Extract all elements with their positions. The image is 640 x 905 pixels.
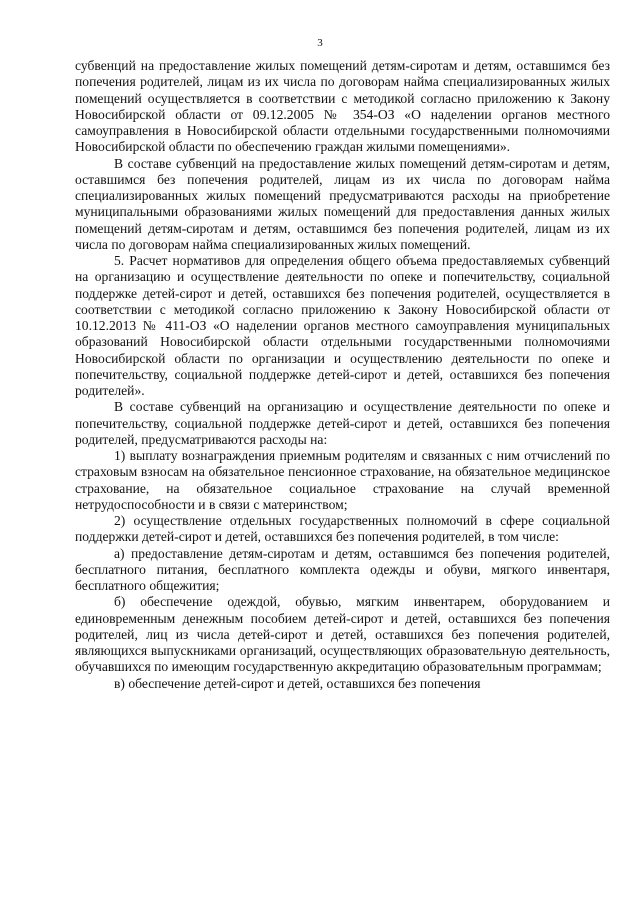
- paragraph-8: б) обеспечение одеждой, обувью, мягким инвентарем, оборудованием и единовременным денежным пособием детей-сирот и детей, оставшихся без попечения родителей, лиц из числа детей-сирот и детей, оставшихся без попечения родителей, являющихся выпускниками организаций, осуществляющих образовательную деятельность, обучавшихся по имеющим государственную аккредитацию образовательным программам;: [75, 594, 610, 675]
- paragraph-2: В составе субвенций на предоставление жилых помещений детям-сиротам и детям, оставшимся без попечения родителей, лицам из их числа по договорам найма специализированных жилых помещений предусматриваются расходы на приобретение муниципальными образованиями жилых помещений для предоставления данных жилых помещений детям-сиротам и детям, оставшимся без попечения родителей, лицам из их числа по договорам найма специализированных жилых помещений.: [75, 155, 610, 252]
- paragraph-5: 1) выплату вознаграждения приемным родителям и связанных с ним отчислений по страховым взносам на обязательное пенсионное страхование, на обязательное медицинское страхование, на обязательное социальное страхование на случай временной нетрудоспособности и в связи с материнством;: [75, 448, 610, 512]
- paragraph-3: 5. Расчет нормативов для определения общего объема предоставляемых субвенций на организацию и осуществление деятельности по опеке и попечительству, социальной поддержке детей-сирот и детей, оставшихся без попечения родителей, осуществляется в соответствии с методикой согласно приложению к Закону Новосибирской области от 10.12.2013 № 411-ОЗ «О наделении органов местного самоуправления муниципальных образований Новосибирской области отдельными государственными полномочиями Новосибирской области по организации и осуществлению деятельности по опеке и попечительству, социальной поддержке детей-сирот и детей, оставшихся без попечения родителей».: [75, 253, 610, 398]
- paragraph-4: В составе субвенций на организацию и осуществление деятельности по опеке и попечительству, социальной поддержке детей-сирот и детей, оставшихся без попечения родителей, предусматриваются расходы на:: [75, 399, 610, 447]
- paragraph-7: а) предоставление детям-сиротам и детям, оставшимся без попечения родителей, бесплатного питания, бесплатного комплекта одежды и обуви, мягкого инвентаря, бесплатного общежития;: [75, 545, 610, 593]
- paragraph-9: в) обеспечение детей-сирот и детей, оставшихся без попечения: [114, 675, 481, 691]
- document-body: [75, 58, 610, 692]
- paragraph-1: субвенций на предоставление жилых помещений детям-сиротам и детям, оставшимся без попечения родителей, лицам из их числа по договорам найма специализированных жилых помещений осуществляется в соответствии с методикой согласно приложению к Закону Новосибирской области от 09.12.2005 № 354-ОЗ «О наделении органов местного самоуправления в Новосибирской области отдельными государственными полномочиями Новосибирской области по обеспечению граждан жилыми помещениями».: [75, 58, 610, 155]
- paragraph-6: 2) осуществление отдельных государственных полномочий в сфере социальной поддержки детей-сирот и детей, оставшихся без попечения родителей, в том числе:: [75, 513, 610, 545]
- page-number: 3: [317, 37, 323, 49]
